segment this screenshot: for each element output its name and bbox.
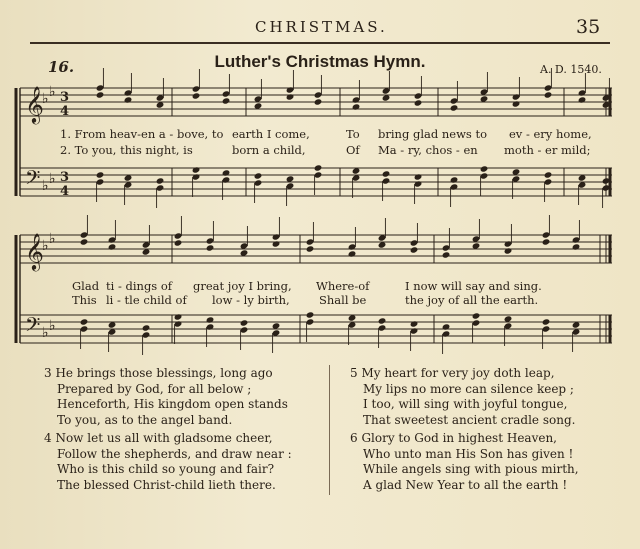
flat-icon: ♭ [42, 325, 49, 341]
flat-icon: ♭ [49, 231, 56, 247]
lyric-fragment: To [346, 127, 360, 141]
verse-line: 5 My heart for very joy doth leap, [350, 366, 555, 380]
note-head [472, 312, 481, 319]
lyric-fragment: ev - ery home, [509, 127, 592, 141]
verse-line: My lips no more can silence keep ; [363, 381, 574, 396]
verse-line: Who unto man His Son has given ! [363, 446, 574, 461]
note-head [254, 172, 263, 179]
note-head [442, 251, 451, 258]
note-head [442, 323, 451, 330]
flat-icon: ♭ [42, 91, 49, 107]
lyric-fragment: 2. To you, this night, is [60, 143, 193, 157]
note-head [410, 246, 419, 253]
lyric-fragment: I now will say and sing. [405, 279, 542, 293]
note-head [272, 240, 281, 247]
note-head [192, 92, 201, 99]
treble-clef-icon: 𝄞 [25, 232, 44, 270]
lyric-fragment: ti - dings of [106, 279, 173, 293]
time-signature: 4 [60, 104, 70, 119]
lyric-fragment: This [72, 293, 97, 307]
verse-4 [44, 431, 292, 493]
note-head [578, 96, 587, 103]
note-head [206, 244, 215, 251]
verse-line: Prepared by God, for all below ; [57, 381, 252, 396]
verse-5 [350, 366, 575, 428]
bass-clef-icon: 𝄢 [25, 166, 41, 194]
lyric-line-2 [60, 143, 193, 157]
verse-6 [350, 431, 579, 493]
running-title: CHRISTMAS. [255, 18, 388, 36]
note-head [512, 100, 521, 107]
flat-icon: ♭ [49, 318, 56, 334]
note-head [572, 243, 581, 250]
note-head [124, 96, 133, 103]
note-head [306, 311, 315, 318]
note-head [450, 176, 459, 183]
note-head [142, 324, 151, 331]
hymn-number: 16. [48, 58, 75, 76]
note-head [222, 169, 231, 176]
note-head [286, 93, 295, 100]
note-head [314, 164, 323, 171]
verse-line: I too, will sing with joyful tongue, [363, 397, 568, 411]
note-head [504, 247, 513, 254]
verse-3 [44, 366, 288, 428]
verse-line: A glad New Year to all the earth ! [363, 477, 568, 492]
note-head [80, 318, 89, 325]
bass-clef-icon: 𝄢 [25, 313, 41, 341]
lyric-fragment: Shall be [319, 293, 367, 307]
lyric-line-1 [60, 127, 223, 141]
note-head [96, 171, 105, 178]
note-head [382, 170, 391, 177]
hymn-title: Luther's Christmas Hymn. [214, 52, 426, 71]
note-head [174, 313, 183, 320]
note-head [544, 91, 553, 98]
time-signature: 3 [60, 170, 70, 185]
lyric-fragment: Of [346, 143, 360, 157]
note-head [240, 319, 249, 326]
note-head [542, 318, 551, 325]
verse-line: Follow the shepherds, and draw near : [57, 446, 292, 461]
verse-divider [329, 365, 330, 495]
verse-line: 3 He brings those blessings, long ago [44, 366, 273, 380]
note-head [80, 238, 89, 245]
lyric-fragment: 1. From heav-en a - bove, to [60, 127, 224, 141]
verse-line: 4 Now let us all with gladsome cheer, [44, 431, 273, 445]
note-head [192, 166, 201, 173]
verse-line: While angels sing with pious mirth, [363, 462, 579, 476]
lyric-fragment: Where-of [316, 279, 370, 293]
note-head [542, 238, 551, 245]
note-head [414, 173, 423, 180]
note-head [314, 98, 323, 105]
lyric-fragment: Ma - ry, chos - en [378, 143, 478, 157]
lyric-fragment: moth - er mild; [504, 143, 591, 157]
note-head [348, 250, 357, 257]
lyric-fragment: Glad [72, 279, 100, 293]
flat-icon: ♭ [42, 238, 49, 254]
verse-line: To you, as to the angel band. [57, 412, 233, 427]
note-head [414, 99, 423, 106]
note-head [450, 104, 459, 111]
verse-line: 6 Glory to God in highest Heaven, [350, 431, 557, 445]
note-head [544, 171, 553, 178]
verse-line: The blessed Christ-child lieth there. [57, 477, 276, 492]
note-head [174, 239, 183, 246]
note-head [480, 165, 489, 172]
time-signature: 4 [60, 184, 70, 199]
page-number: 35 [576, 16, 601, 38]
note-head [108, 243, 117, 250]
note-head [222, 97, 231, 104]
note-head [306, 245, 315, 252]
lyric-fragment: li - tle child of [106, 293, 187, 307]
lyric-fragment: great joy I bring, [193, 279, 292, 293]
treble-clef-icon: 𝄞 [25, 85, 44, 123]
verse-line: That sweetest ancient cradle song. [363, 412, 576, 427]
lyric-fragment: bring glad news to [378, 127, 488, 141]
lyric-fragment: born a child, [232, 143, 306, 157]
verse-line: Who is this child so young and fair? [57, 462, 275, 476]
lyric-fragment: earth I come, [232, 127, 310, 141]
note-head [352, 103, 361, 110]
note-head [378, 317, 387, 324]
note-head [206, 316, 215, 323]
note-head [96, 91, 105, 98]
hymn-date: A. D. 1540. [540, 63, 602, 76]
note-head [410, 320, 419, 327]
verse-line: Henceforth, His kingdom open stands [57, 397, 288, 411]
flat-icon: ♭ [42, 178, 49, 194]
time-signature: 3 [60, 90, 70, 105]
lyric-fragment: low - ly birth, [212, 293, 290, 307]
lyric-fragment: the joy of all the earth. [405, 293, 539, 307]
note-head [156, 177, 165, 184]
flat-icon: ♭ [49, 171, 56, 187]
flat-icon: ♭ [49, 84, 56, 100]
